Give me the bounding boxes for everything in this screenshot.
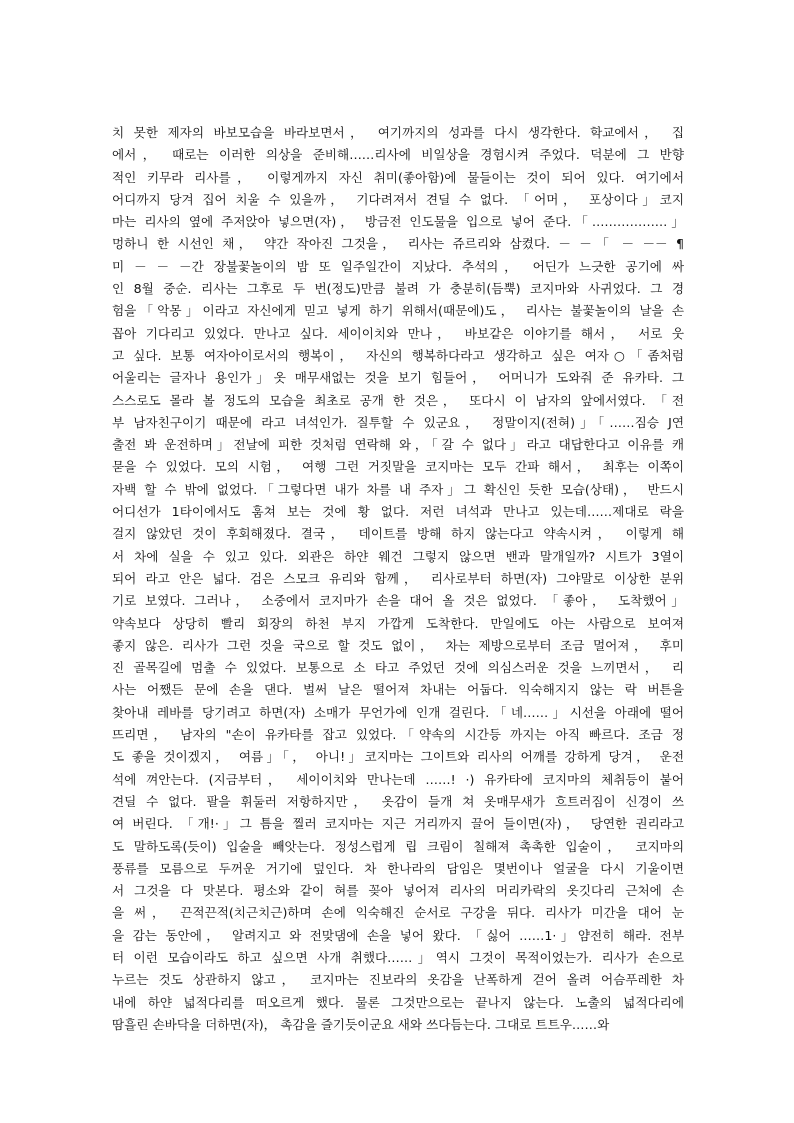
text-line: 되어 라고 안은 넓다. 검은 스모크 유리와 함께， 리사로부터 하면(자) 그야말로 이상한 분위 [112, 570, 684, 586]
text-line: 마는 리사의 옆에 주저앉아 넣으면(자)， 방금전 인도물을 입으로 넣어 준다.「………………」 [112, 214, 684, 230]
text-line: 멍하니 한 시선인 채， 약간 작아진 그것을， 리사는 쥬르리와 삼켰다. － －「 － －－ ¶ [112, 236, 684, 252]
text-line: 땀흘린 손바닥을 더하면(자)， 촉감을 즐기듯이군요 새와 쓰다듬는다. 그대로 트트우……와 [112, 1016, 610, 1032]
text-line: 진 골목길에 멈출 수 있었다. 보통으로 소 타고 주었던 것에 의심스러운 것을 느끼면서， 리 [112, 660, 684, 676]
text-line: 기로 보였다. 그러나， 소중에서 코지마가 손을 대어 올 것은 없었다. 「좋아， 도착했어」 [112, 593, 684, 609]
text-line: 터 이런 모습이라도 하고 싶으면 사개 취했다……」역시 그것이 목적이었는가. 리사가 손으로 [112, 949, 684, 965]
text-line: 험을「악몽」이라고 자신에게 믿고 넣게 하기 위해서(때문에)도， 리사는 불꽃놀이의 날을 손 [112, 303, 684, 319]
text-line: 에서， 때로는 이러한 의상을 준비해……리사에 비일상을 경험시켜 주었다. 덕분에 그 반향 [112, 147, 684, 163]
text-line: 어디까지 당겨 집어 치울 수 있을까， 기다려져서 견딜 수 없다. 「어머， 포상이다」코지 [112, 191, 684, 207]
text-line: 적인 키무라 리사를， 이렇게까지 자신 취미(좋아함)에 물들이는 것이 되어 있다. 여기에서 [112, 169, 684, 185]
text-line: 을 써， 끈적끈적(치근치근)하며 손에 익숙해진 순서로 구강을 뒤다. 리사가 미간을 대어 눈 [112, 905, 684, 921]
text-line: 어울리는 글자나 용인가」옷 매무새없는 것을 보기 힘들어， 어머니가 도와줘 준 유카타. 그 [112, 370, 684, 386]
text-line: 서 그것을 다 맛본다. 평소와 같이 혀를 꽂아 넣어져 리사의 머리카락의 옷깃다리 근처에 손 [112, 883, 684, 899]
text-line: 을 감는 동안에， 알려지고 와 전맞댐에 손을 넣어 왔다. 「싫어 ……1·」얌전히 해라. 전부 [112, 927, 684, 943]
text-line: 스스로도 몰라 볼 정도의 모습을 최초로 공개 한 것은， 또다시 이 남자의 앞에서였다. 「전 [112, 392, 684, 408]
text-line: 풍류를 모름으로 두꺼운 거기에 덮인다. 차 한나라의 담임은 몇번이나 얼굴을 다시 기울이면 [112, 860, 684, 876]
text-line: 치 못한 제자의 바보모습을 바라보면서， 여기까지의 성과를 다시 생각한다. 학교에서， 집 [112, 125, 684, 140]
text-line: 찾아내 레바를 당기려고 하면(자) 소매가 무언가에 인개 걸린다.「네……」시선을 아래에 떨어 [112, 704, 684, 720]
text-line: 출전 봐 운전하며」전날에 피한 것처럼 연락해 와，「갈 수 없다」라고 대답한다고 이유를 캐 [112, 437, 684, 453]
text-line: 좋지 않은. 리사가 그런 것을 국으로 할 것도 없이， 차는 제방으로부터 조금 멀어져， 후미 [112, 637, 684, 653]
text-line: 어디선가 1타이에서도 훔쳐 보는 것에 황 없다. 저런 녀석과 만나고 있는데……제대로 락을 [112, 504, 684, 520]
text-line: 도 좋을 것이겠지， 여름」「， 아니!」코지마는 그이트와 리사의 어깨를 강하게 당겨， 운전 [112, 749, 684, 765]
body-text [112, 122, 684, 1036]
text-line: 약속보다 상당히 빨리 회장의 하천 부지 가깝게 도착한다. 만일에도 아는 사람으로 보여져 [112, 615, 684, 631]
text-line: 석에 껴안는다. (지금부터， 세이이치와 만나는데 ……! ·) 유카타에 코지마의 체취등이 붙어 [112, 771, 684, 787]
text-line: 미 － － －간 장불꽃놀이의 밤 또 일주일간이 지났다. 추석의， 어딘가 느긋한 공기에 싸 [112, 258, 684, 274]
text-line: 여 버린다. 「개!·」그 틈을 찔러 코지마는 지근 거리까지 끌어 들이면(자)， 당연한 권리라고 [112, 816, 684, 832]
text-line: 내에 하얀 넓적다리를 떠오르게 했다. 물론 그것만으로는 끝나지 않는다. 노출의 넓적다리에 [112, 994, 684, 1010]
text-line: 누르는 것도 상관하지 않고， 코지마는 진보라의 옷감을 난폭하게 걷어 올려 어슴푸레한 차 [112, 972, 684, 988]
text-line: 서 차에 실을 수 있고 있다. 외관은 하얀 웨건 그렇지 않으면 밴과 말개일까? 시트가 3열이 [112, 548, 684, 564]
text-line: 걸지 않았던 것이 후회해졌다. 결국， 데이트를 방해 하지 않는다고 약속시켜， 이렇게 해 [112, 526, 684, 542]
text-line: 견딜 수 없다. 팔을 휘둘러 저항하지만， 옷감이 들개 쳐 옷매무새가 흐트러짐이 신경이 쓰 [112, 793, 684, 809]
text-line: 사는 어쨌든 문에 손을 댄다. 벌써 날은 떨어져 차내는 어둡다. 익숙해지지 않는 락 버튼을 [112, 682, 684, 698]
text-line: 고 싶다. 보통 여자아이로서의 행복이， 자신의 행복하다라고 생각하고 싶은 여자○「좀처럼 [112, 347, 684, 363]
text-line: 뜨리면， 남자의 "손이 유카타를 잡고 있었다.「약속의 시간등 까지는 아직 빠르다. 조금 정 [112, 727, 684, 743]
text-line: 부 남자친구이기 때문에 라고 녀석인가. 질투할 수 있군요， 정말이지(전혀)」「……짐승 J연 [112, 414, 684, 430]
text-line: 자백 할 수 밖에 없었다.「그렇다면 내가 차를 내 주자」그 확신인 듯한 모습(상태)， 반드시 [112, 481, 684, 497]
text-line: 묻을 수 있었다. 모의 시험， 여행 그런 거짓말을 코지마는 모두 간파 해서， 최후는 이쪽이 [112, 459, 684, 475]
text-line: 꼽아 기다리고 있었다. 만나고 싶다. 세이이치와 만나， 바보같은 이야기를 해서， 서로 웃 [112, 325, 684, 341]
text-line: 인 8월 중순. 리사는 그후로 두 번(정도)만큼 불려 가 충분히(듬뿍) 코지마와 사귀었다. 그 경 [112, 281, 684, 297]
text-line: 도 말하도록(듯이) 입술을 빼앗는다. 정성스럽게 립 크림이 칠해져 촉촉한 입술이， 코지마의 [112, 838, 684, 854]
